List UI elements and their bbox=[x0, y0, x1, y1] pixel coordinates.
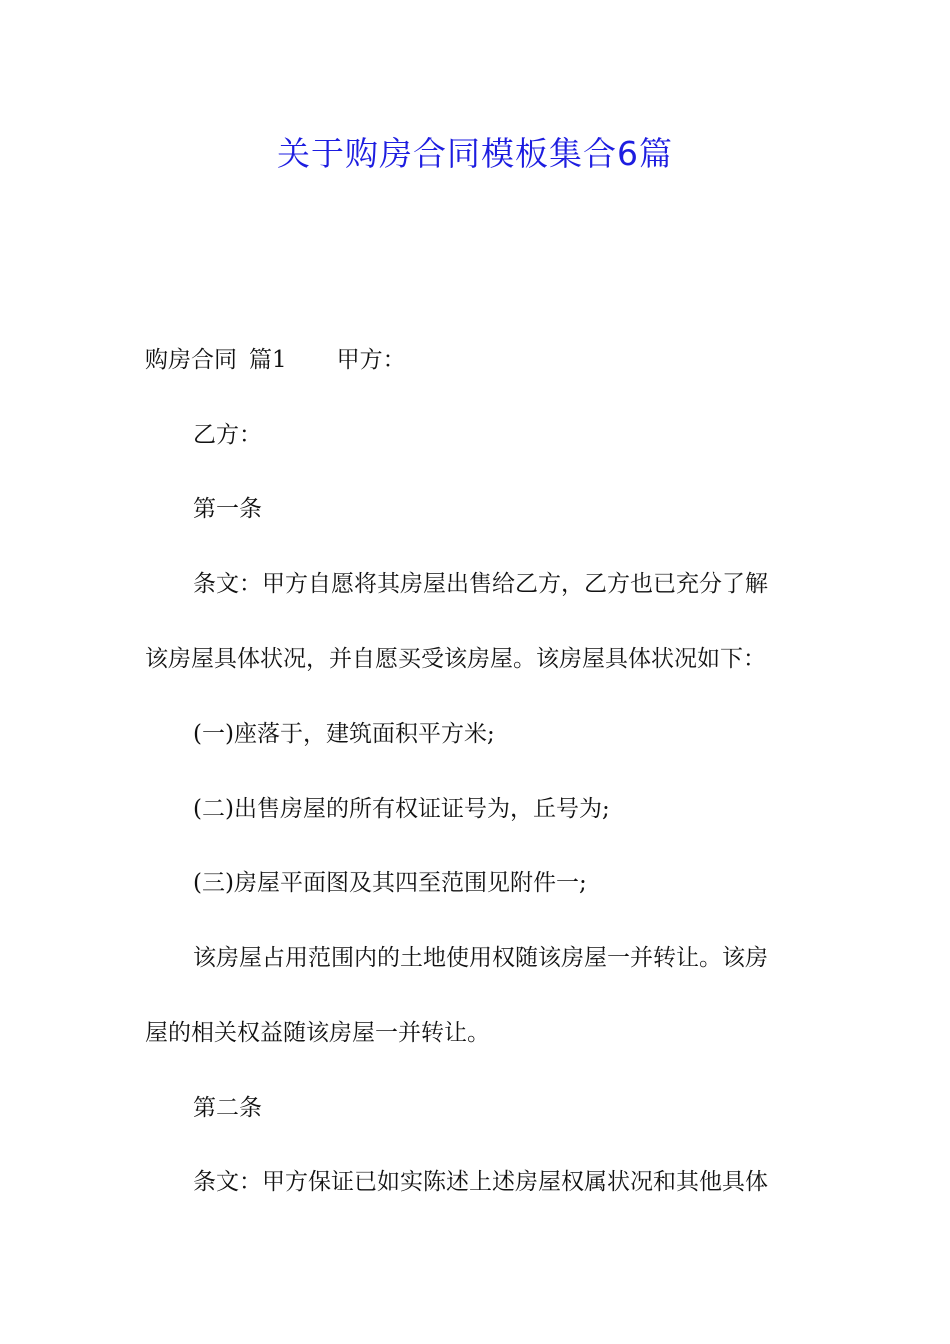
party-a-label: 甲方： bbox=[336, 347, 406, 373]
clause-item-2: (二)出售房屋的所有权证证号为，丘号为; bbox=[193, 796, 610, 822]
clause-item-3: (三)房屋平面图及其四至范围见附件一; bbox=[193, 870, 587, 896]
section-heading-line bbox=[145, 342, 810, 378]
document-title: 关于购房合同模板集合6篇 bbox=[277, 134, 673, 173]
article-1-text-line-1: 条文：甲方自愿将其房屋出售给乙方，乙方也已充分了解 bbox=[193, 571, 768, 597]
section-number: 篇1 bbox=[249, 347, 287, 373]
party-b-label: 乙方： bbox=[193, 422, 262, 448]
land-use-text-line-2: 屋的相关权益随该房屋一并转让。 bbox=[145, 1020, 490, 1046]
article-2-text-line-1: 条文：甲方保证已如实陈述上述房屋权属状况和其他具体 bbox=[193, 1169, 768, 1195]
land-use-text-line-1: 该房屋占用范围内的土地使用权随该房屋一并转让。该房 bbox=[193, 945, 768, 971]
clause-item-1: (一)座落于，建筑面积平方米; bbox=[193, 721, 495, 747]
article-1-heading: 第一条 bbox=[193, 496, 262, 522]
article-2-heading: 第二条 bbox=[193, 1095, 262, 1121]
section-name: 购房合同 bbox=[145, 347, 237, 373]
article-1-text-line-2: 该房屋具体状况，并自愿买受该房屋。该房屋具体状况如下： bbox=[145, 646, 766, 672]
